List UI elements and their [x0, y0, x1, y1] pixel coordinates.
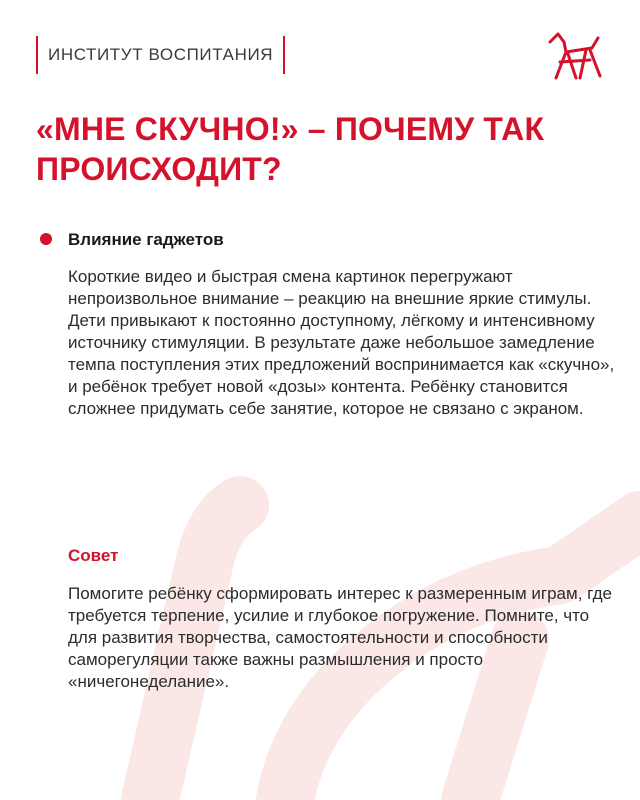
bullet-dot: [40, 233, 52, 245]
section-heading-gadgets: Влияние гаджетов: [68, 230, 224, 249]
brand-name: ИНСТИТУТ ВОСПИТАНИЯ: [48, 45, 274, 64]
section-body-advice: Помогите ребёнку сформировать интерес к размеренным играм, где требуется терпение, усилие и глубокое погружение. Помните, что для развития творчества, самостоятельности и способности саморегуляции также важны размышления и просто «ничегонеделание».: [68, 584, 612, 691]
section-heading-advice: Совет: [68, 546, 119, 565]
section-body-gadgets: Короткие видео и быстрая смена картинок перегружают непроизвольное внимание – реакцию на внешние яркие стимулы. Дети привыкают к постоянно доступному, лёгкому и интенсивному источнику стимуляции. В результате даже небольшое замедление темпа поступления этих предложений воспринимается как «скучно», и ребёнок требует новой «дозы» контента. Ребёнку становится сложнее придумать себе занятие, которое не связано с экраном.: [68, 267, 615, 418]
brand-divider-right: [283, 36, 285, 74]
brand-header: [36, 36, 285, 74]
page-title: «МНЕ СКУЧНО!» – ПОЧЕМУ ТАК ПРОИСХОДИТ?: [36, 111, 545, 187]
red-horse-logo-icon: [546, 30, 604, 82]
